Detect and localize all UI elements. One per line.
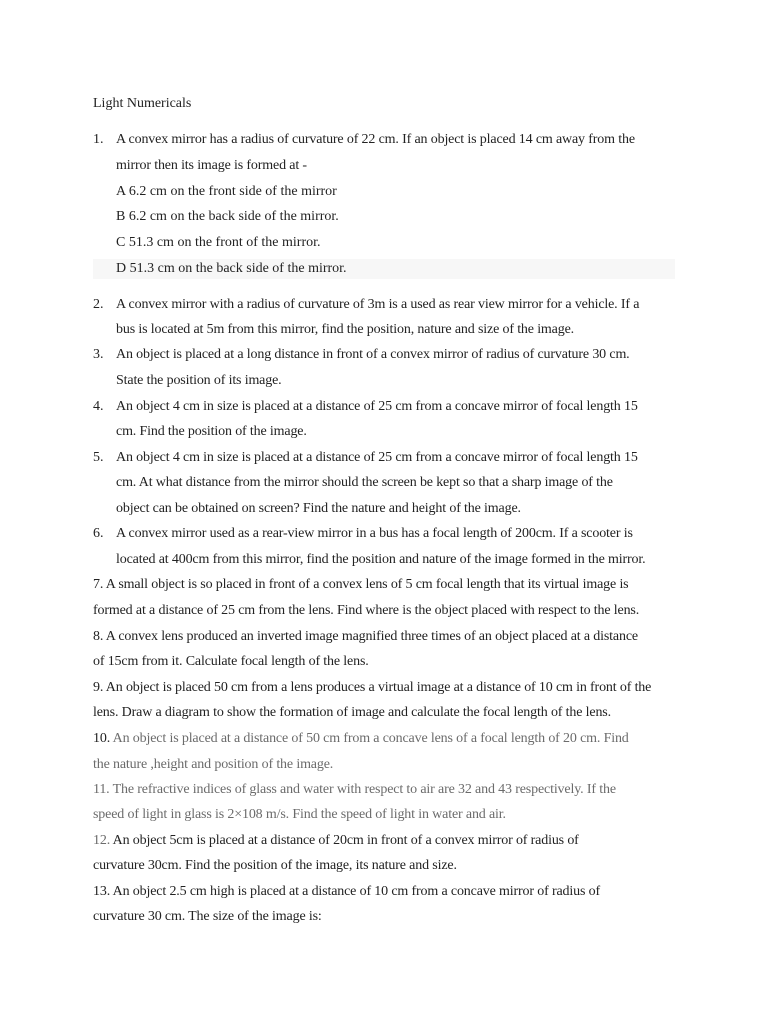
question-6-number: 6. xyxy=(93,526,104,541)
page-title: Light Numericals xyxy=(93,96,192,111)
question-11-line-1: 11. The refractive indices of glass and water with respect to air are 32 and 43 respectively. If the xyxy=(93,782,616,797)
question-6-line-2: located at 400cm from this mirror, find the position and nature of the image formed in the mirror. xyxy=(116,552,646,567)
question-12-line-2: curvature 30cm. Find the position of the image, its nature and size. xyxy=(93,858,457,873)
question-10-line-1 xyxy=(93,729,629,749)
question-12-line-1 xyxy=(93,831,579,851)
question-8-line-2: of 15cm from it. Calculate focal length of the lens. xyxy=(93,654,369,669)
question-4-line-1: An object 4 cm in size is placed at a distance of 25 cm from a concave mirror of focal length 15 xyxy=(116,399,638,414)
question-3-line-2: State the position of its image. xyxy=(116,373,282,388)
question-12-number: 12. xyxy=(93,833,111,848)
question-1-line-2: mirror then its image is formed at - xyxy=(116,158,307,173)
question-1-option-d: D 51.3 cm on the back side of the mirror. xyxy=(116,261,347,276)
question-10-text: An object is placed at a distance of 50 cm from a concave lens of a focal length of 20 cm. Find xyxy=(110,731,629,746)
question-1-option-b: B 6.2 cm on the back side of the mirror. xyxy=(116,209,339,224)
question-3-line-1: An object is placed at a long distance in front of a convex mirror of radius of curvature 30 cm. xyxy=(116,347,630,362)
question-1-number: 1. xyxy=(93,132,104,147)
question-9-line-2: lens. Draw a diagram to show the formation of image and calculate the focal length of the lens. xyxy=(93,705,611,720)
question-7-line-1: 7. A small object is so placed in front of a convex lens of 5 cm focal length that its virtual image is xyxy=(93,577,629,592)
question-5-line-2: cm. At what distance from the mirror should the screen be kept so that a sharp image of the xyxy=(116,475,613,490)
question-2-number: 2. xyxy=(93,297,104,312)
question-8-line-1: 8. A convex lens produced an inverted image magnified three times of an object placed at a distance xyxy=(93,629,638,644)
question-5-number: 5. xyxy=(93,450,104,465)
question-3-number: 3. xyxy=(93,347,104,362)
question-4-number: 4. xyxy=(93,399,104,414)
question-13-line-2: curvature 30 cm. The size of the image is: xyxy=(93,909,322,924)
question-10-number: 10. xyxy=(93,731,111,746)
question-5-line-1: An object 4 cm in size is placed at a distance of 25 cm from a concave mirror of focal length 15 xyxy=(116,450,638,465)
question-7-line-2: formed at a distance of 25 cm from the lens. Find where is the object placed with respect to the lens. xyxy=(93,603,640,618)
question-9-line-1: 9. An object is placed 50 cm from a lens produces a virtual image at a distance of 10 cm in front of the xyxy=(93,680,652,695)
question-13-line-1: 13. An object 2.5 cm high is placed at a distance of 10 cm from a concave mirror of radius of xyxy=(93,884,600,899)
question-6-line-1: A convex mirror used as a rear-view mirror in a bus has a focal length of 200cm. If a scooter is xyxy=(116,526,633,541)
question-1-option-a: A 6.2 cm on the front side of the mirror xyxy=(116,184,337,199)
question-2-line-2: bus is located at 5m from this mirror, find the position, nature and size of the image. xyxy=(116,322,575,337)
question-1-line-1: A convex mirror has a radius of curvature of 22 cm. If an object is placed 14 cm away from the xyxy=(116,132,635,147)
question-4-line-2: cm. Find the position of the image. xyxy=(116,424,307,439)
question-12-text: An object 5cm is placed at a distance of 20cm in front of a convex mirror of radius of xyxy=(110,833,579,848)
question-1-option-c: C 51.3 cm on the front of the mirror. xyxy=(116,235,321,250)
question-5-line-3: object can be obtained on screen? Find the nature and height of the image. xyxy=(116,501,521,516)
question-11-line-2: speed of light in glass is 2×108 m/s. Find the speed of light in water and air. xyxy=(93,807,506,822)
question-2-line-1: A convex mirror with a radius of curvature of 3m is a used as rear view mirror for a vehicle. If a xyxy=(116,297,640,312)
question-10-line-2: the nature ,height and position of the image. xyxy=(93,757,334,772)
